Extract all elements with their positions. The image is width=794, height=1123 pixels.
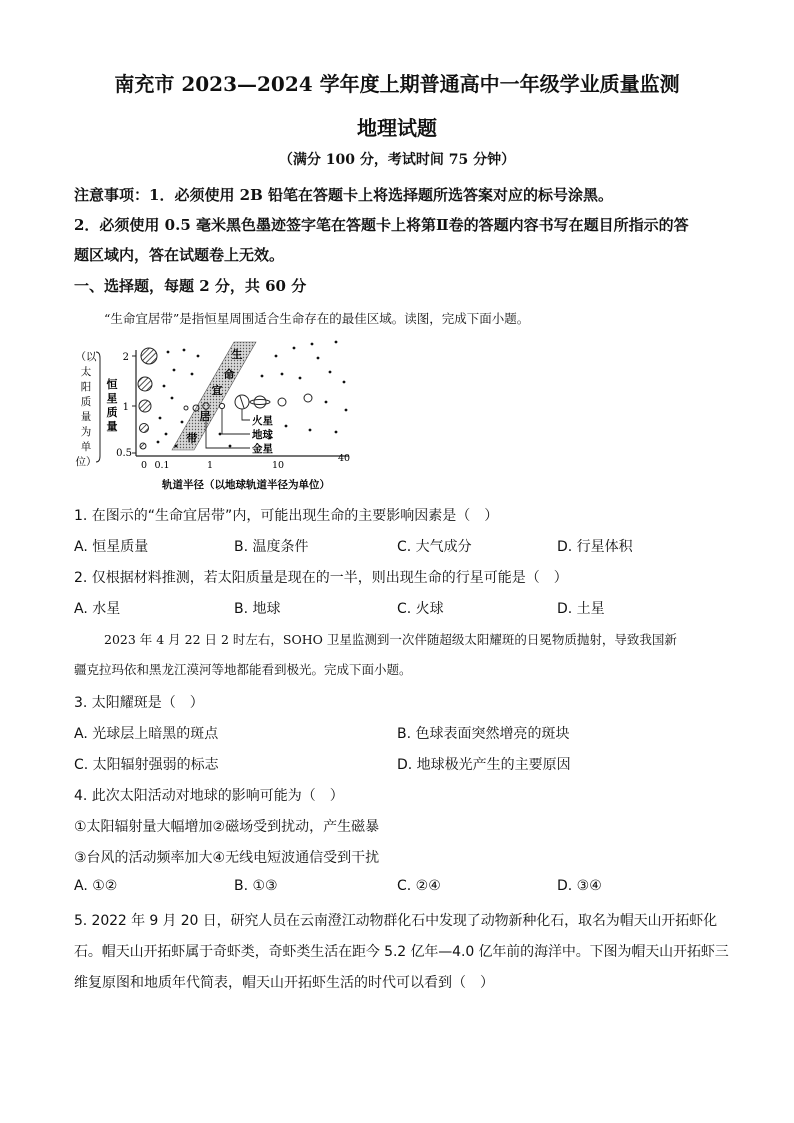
notes-line-1: 注意事项：1．必须使用 2B 铅笔在答题卡上将选择题所选答案对应的标号涂黑。 xyxy=(74,186,614,204)
q4-option-d[interactable]: D. ③④ xyxy=(557,878,602,894)
star-sun xyxy=(139,400,151,412)
q4-option-c[interactable]: C. ②④ xyxy=(397,878,441,894)
q1-stem: 1. 在图示的“生命宜居带”内，可能出现生命的主要影响因素是（ ） xyxy=(74,508,499,524)
q5-line-3: 维复原图和地质年代简表，帽天山开拓虾生活的时代可以看到（ ） xyxy=(74,975,494,991)
x-axis-label: 轨道半径（以地球轨道半径为单位） xyxy=(162,479,330,491)
svg-text:量: 量 xyxy=(80,411,92,423)
q3-option-d[interactable]: D. 地球极光产生的主要原因 xyxy=(397,757,571,773)
notes-line-3: 题区域内，答在试题卷上无效。 xyxy=(74,246,285,264)
x-tick-0-1: 0.1 xyxy=(154,460,170,471)
q4-items-1: ①太阳辐射量大幅增加②磁场受到扰动，产生磁暴 xyxy=(74,819,380,835)
q2-stem: 2. 仅根据材料推测，若太阳质量是现在的一半，则出现生命的行星可能是（ ） xyxy=(74,570,568,586)
q1-option-a[interactable]: A. 恒星质量 xyxy=(74,539,149,555)
svg-text:质: 质 xyxy=(80,396,92,408)
q2-option-b[interactable]: B. 地球 xyxy=(234,601,281,617)
material-1: “生命宜居带”是指恒星周围适合生命存在的最佳区域。读图，完成下面小题。 xyxy=(104,311,530,326)
label-earth: 地球 xyxy=(252,429,273,441)
svg-text:（以: （以 xyxy=(75,351,97,363)
svg-text:为: 为 xyxy=(80,426,92,438)
svg-text:生: 生 xyxy=(231,348,243,361)
section-heading: 一、选择题，每题 2 分，共 60 分 xyxy=(74,277,307,295)
q5-line-2: 石。帽天山开拓虾属于奇虾类，奇虾类生活在距今 5.2 亿年—4.0 亿年前的海洋中。下图为帽天山开拓虾三 xyxy=(74,944,729,960)
q2-option-d[interactable]: D. 土星 xyxy=(557,601,605,617)
exam-title: 南充市 2023—2024 学年度上期普通高中一年级学业质量监测 xyxy=(114,72,680,96)
subject-title: 地理试题 xyxy=(357,116,437,140)
label-venus: 金星 xyxy=(252,443,273,455)
y-axis-unit xyxy=(76,351,97,468)
y-axis-title xyxy=(107,377,118,433)
star-medium xyxy=(138,377,152,391)
label-mars: 火星 xyxy=(252,415,273,427)
q4-items-2: ③台风的活动频率加大④无线电短波通信受到干扰 xyxy=(74,850,380,866)
q5-line-1: 5. 2022 年 9 月 20 日，研究人员在云南澄江动物群化石中发现了动物新种化石，取名为帽天山开拓虾化 xyxy=(74,913,718,929)
svg-text:太: 太 xyxy=(80,366,92,378)
material-2-line-1: 2023 年 4 月 22 日 2 时左右，SOHO 卫星监测到一次伴随超级太阳耀斑的日冕物质抛射，导致我国新 xyxy=(104,632,677,647)
x-tick-40: 40 xyxy=(337,453,351,464)
x-tick-1: 1 xyxy=(206,460,214,471)
y-tick-0-5: 0.5 xyxy=(116,448,132,459)
q2-option-a[interactable]: A. 水星 xyxy=(74,601,121,617)
svg-text:质: 质 xyxy=(106,406,118,419)
q1-option-d[interactable]: D. 行星体积 xyxy=(557,539,633,555)
svg-text:量: 量 xyxy=(106,420,118,433)
q4-stem: 4. 此次太阳活动对地球的影响可能为（ ） xyxy=(74,788,344,804)
star-tiny xyxy=(140,443,146,449)
x-tick-0: 0 xyxy=(140,460,148,471)
star-large xyxy=(141,348,157,364)
material-2-line-2: 疆克拉玛依和黑龙江漠河等地都能看到极光。完成下面小题。 xyxy=(74,662,412,677)
svg-text:星: 星 xyxy=(106,392,118,405)
svg-text:宜: 宜 xyxy=(211,384,223,397)
svg-text:带: 带 xyxy=(186,432,198,445)
q4-option-a[interactable]: A. ①② xyxy=(74,878,118,894)
q4-option-b[interactable]: B. ①③ xyxy=(234,878,278,894)
q1-option-c[interactable]: C. 大气成分 xyxy=(397,539,472,555)
q1-option-b[interactable]: B. 温度条件 xyxy=(234,539,309,555)
x-tick-10: 10 xyxy=(271,460,285,471)
notes-line-2: 2．必须使用 0.5 毫米黑色墨迹签字笔在答题卡上将第Ⅱ卷的答题内容书写在题目所指示的答 xyxy=(74,216,689,234)
q3-option-b[interactable]: B. 色球表面突然增亮的斑块 xyxy=(397,726,570,742)
q3-option-a[interactable]: A. 光球层上暗黑的斑点 xyxy=(74,726,219,742)
star-small xyxy=(140,424,149,433)
y-tick-1: 1 xyxy=(122,402,129,413)
habitable-zone-figure xyxy=(74,338,364,498)
svg-text:阳: 阳 xyxy=(80,381,92,393)
svg-text:居: 居 xyxy=(199,410,211,423)
exam-meta: （满分 100 分，考试时间 75 分钟） xyxy=(278,152,516,168)
svg-text:位）: 位） xyxy=(75,456,97,468)
y-tick-2: 2 xyxy=(122,352,129,363)
svg-text:单: 单 xyxy=(80,441,92,453)
q3-stem: 3. 太阳耀斑是（ ） xyxy=(74,695,204,711)
svg-text:恒: 恒 xyxy=(106,378,118,391)
svg-text:命: 命 xyxy=(223,368,235,381)
q3-option-c[interactable]: C. 太阳辐射强弱的标志 xyxy=(74,757,219,773)
q2-option-c[interactable]: C. 火球 xyxy=(397,601,444,617)
